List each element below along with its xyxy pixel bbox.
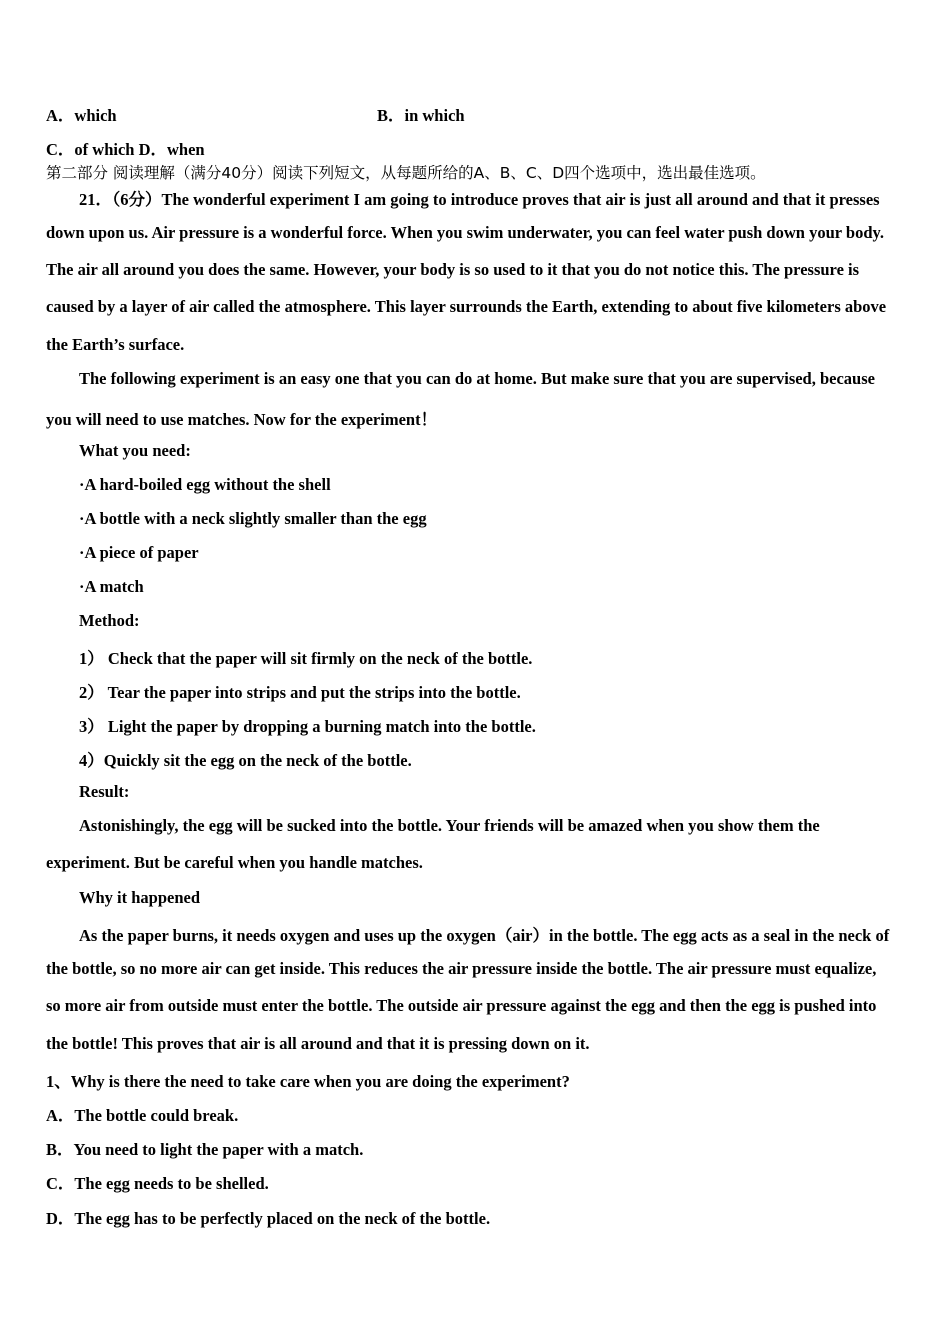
method-item: 1） Check that the paper will sit firmly on the neck of the bottle. <box>79 649 533 668</box>
why-line: As the paper burns, it needs oxygen and uses up the oxygen（air）in the bottle. The egg acts as a seal in the neck of <box>79 926 890 945</box>
option-c-d: C．of which D．when <box>46 140 205 159</box>
method-title: Method: <box>79 611 140 630</box>
method-item: 3） Light the paper by dropping a burning match into the bottle. <box>79 717 536 736</box>
result-title: Result: <box>79 782 130 801</box>
passage-line: The following experiment is an easy one that you can do at home. But make sure that you are supervised, because <box>79 369 875 388</box>
option-a: A．which <box>46 106 117 125</box>
option-b: B．in which <box>377 106 465 125</box>
why-line: so more air from outside must enter the bottle. The outside air pressure against the egg and then the egg is pushed into <box>46 996 877 1015</box>
need-title: What you need: <box>79 441 191 460</box>
why-line: the bottle, so no more air can get inside. This reduces the air pressure inside the bottle. The air pressure must equalize, <box>46 959 877 978</box>
passage-line: down upon us. Air pressure is a wonderful force. When you swim underwater, you can feel water push down your body. <box>46 223 884 242</box>
passage-line: The air all around you does the same. However, your body is so used to it that you do not notice this. The pressure is <box>46 260 860 279</box>
result-line: experiment. But be careful when you handle matches. <box>46 853 423 872</box>
passage-line: the Earth’s surface. <box>46 335 185 354</box>
question-stem: 1、Why is there the need to take care when you are doing the experiment? <box>46 1072 570 1091</box>
why-title: Why it happened <box>79 888 201 907</box>
method-item: 2） Tear the paper into strips and put the strips into the bottle. <box>79 683 521 702</box>
why-line: the bottle! This proves that air is all around and that it is pressing down on it. <box>46 1034 590 1053</box>
passage-line: caused by a layer of air called the atmosphere. This layer surrounds the Earth, extending to about five kilometers above <box>46 297 887 316</box>
answer-option-c: C．The egg needs to be shelled. <box>46 1174 269 1193</box>
result-line: Astonishingly, the egg will be sucked into the bottle. Your friends will be amazed when you show them the <box>79 816 820 835</box>
need-item: ·A piece of paper <box>79 543 199 562</box>
passage-line: you will need to use matches. Now for the experiment！ <box>46 410 438 429</box>
need-item: ·A hard-boiled egg without the shell <box>79 475 331 494</box>
need-item: ·A match <box>79 577 144 596</box>
answer-option-d: D．The egg has to be perfectly placed on the neck of the bottle. <box>46 1209 491 1228</box>
answer-option-b: B．You need to light the paper with a match. <box>46 1140 364 1159</box>
section-header: 第二部分 阅读理解（满分40分）阅读下列短文，从每题所给的A、B、C、D四个选项中，选出最佳选项。 <box>46 164 766 182</box>
answer-option-a: A．The bottle could break. <box>46 1106 239 1125</box>
need-item: ·A bottle with a neck slightly smaller than the egg <box>79 509 427 528</box>
passage-line: 21．（6分）The wonderful experiment I am going to introduce proves that air is just all around and that it presses <box>79 190 880 209</box>
method-item: 4）Quickly sit the egg on the neck of the bottle. <box>79 751 412 770</box>
